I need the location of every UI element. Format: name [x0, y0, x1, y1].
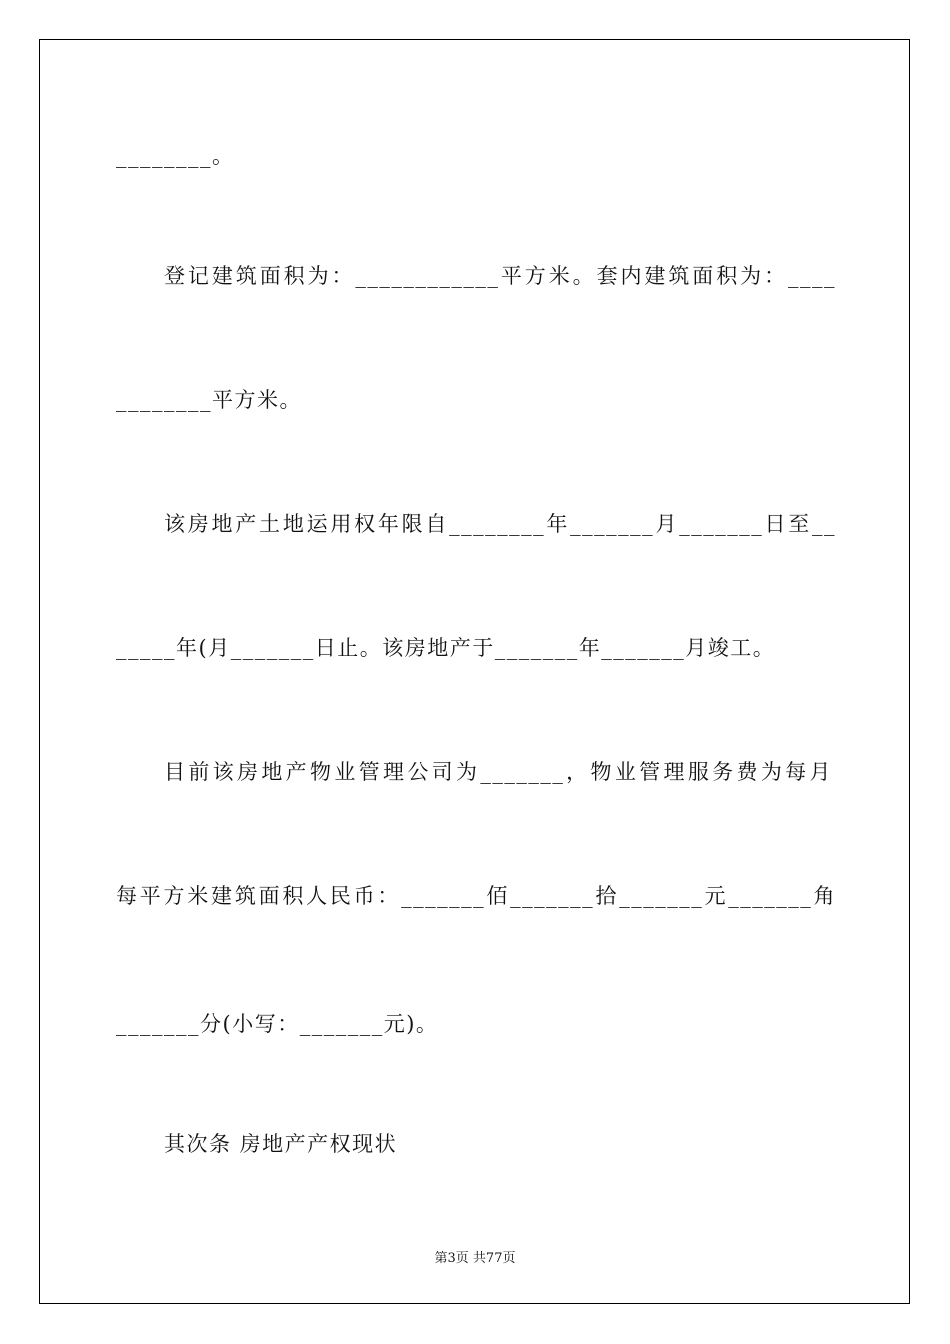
text-line-6: 目前该房地产物业管理公司为_______，物业管理服务费为每月: [164, 760, 832, 784]
text-line-2: 登记建筑面积为：____________平方米。套内建筑面积为：____: [164, 264, 836, 288]
page-footer: 第3页 共77页: [434, 1251, 516, 1266]
text-line-3: ________平方米。: [116, 388, 302, 412]
text-line-4: 该房地产土地运用权年限自________年_______月_______日至__: [164, 512, 836, 536]
text-line-7: 每平方米建筑面积人民币：_______佰_______拾_______元_______角: [116, 884, 836, 908]
text-line-8: _______分(小写：_______元)。: [116, 1012, 439, 1036]
page-border: [39, 39, 910, 1304]
section-heading: 其次条 房地产产权现状: [164, 1132, 398, 1156]
text-line-1: ________。: [116, 144, 235, 168]
text-line-5: _____年(月_______日止。该房地产于_______年_______月竣工。: [116, 636, 776, 660]
